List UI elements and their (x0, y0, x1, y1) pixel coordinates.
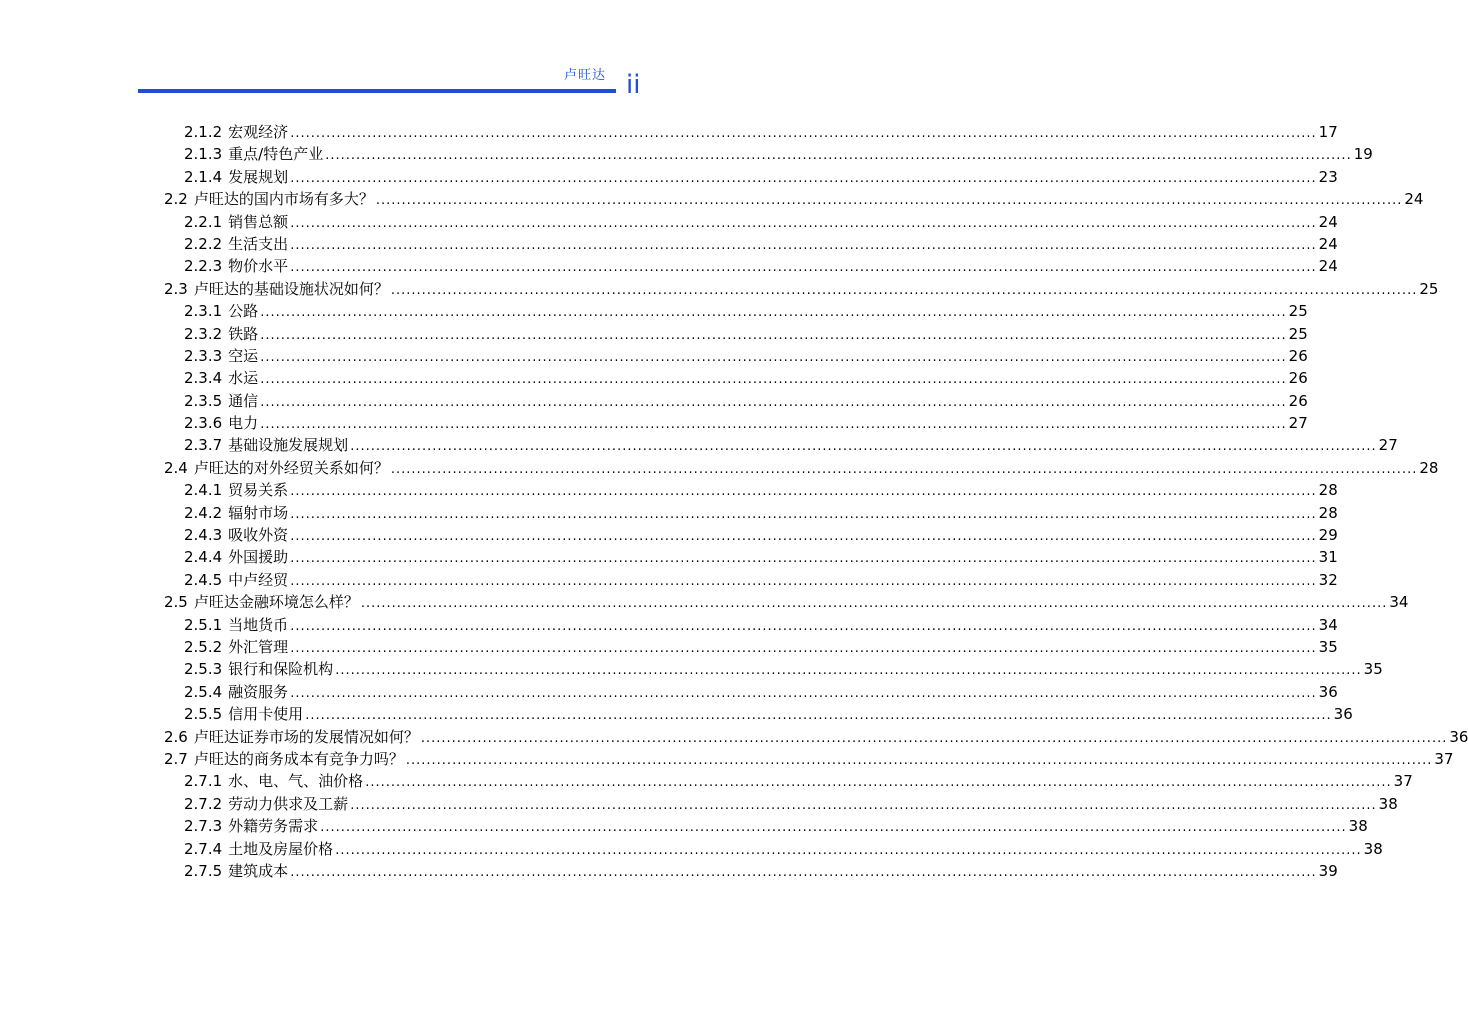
toc-entry-title: 空运 (228, 346, 259, 365)
toc-entry-title: 基础设施发展规划 (228, 436, 349, 455)
toc-entry-title: 外籍劳务需求 (228, 817, 319, 836)
toc-entry[interactable] (164, 748, 1454, 770)
toc-entry-title: 公路 (228, 302, 259, 321)
toc-entry-number: 2.5 (164, 593, 188, 612)
toc-entry-page: 29 (1318, 526, 1338, 545)
toc-dot-leader: ........................................................................................................................................................................................................ (360, 596, 1388, 612)
toc-entry[interactable] (164, 323, 1308, 345)
toc-entry-page: 37 (1393, 772, 1413, 791)
toc-entry[interactable] (164, 278, 1439, 300)
toc-entry-title: 水运 (228, 369, 259, 388)
toc-dot-leader: ........................................................................................................................................................................................................ (325, 148, 1352, 164)
toc-entry-page: 36 (1449, 727, 1468, 746)
toc-entry-page: 17 (1318, 123, 1338, 141)
toc-entry[interactable] (164, 390, 1308, 412)
toc-entry-title: 劳动力供求及工薪 (228, 794, 349, 813)
toc-entry-page: 24 (1404, 190, 1424, 209)
toc-entry-number: 2.4.4 (184, 548, 223, 567)
toc-dot-leader: ........................................................................................................................................................................................................ (290, 685, 1317, 701)
toc-entry-title: 卢旺达的国内市场有多大？ (193, 190, 374, 209)
toc-entry-title: 银行和保险机构 (228, 660, 334, 679)
toc-entry[interactable] (164, 345, 1308, 367)
toc-entry-page: 24 (1318, 234, 1338, 253)
toc-entry[interactable] (164, 502, 1338, 524)
toc-entry-number: 2.5.4 (184, 682, 223, 701)
toc-entry-number: 2.7.1 (184, 772, 223, 791)
toc-dot-leader: ........................................................................................................................................................................................................ (290, 573, 1317, 589)
toc-entry-title: 通信 (228, 391, 259, 410)
toc-dot-leader: ........................................................................................................................................................................................................ (290, 170, 1317, 186)
toc-entry-title: 当地货币 (228, 615, 289, 634)
toc-entry-page: 38 (1378, 794, 1398, 813)
toc-entry[interactable] (164, 636, 1338, 658)
toc-entry-number: 2.4.1 (184, 481, 223, 500)
toc-dot-leader: ........................................................................................................................................................................................................ (365, 775, 1392, 791)
toc-entry-number: 2.1.3 (184, 145, 223, 164)
toc-dot-leader: ........................................................................................................................................................................................................ (290, 215, 1317, 231)
toc-entry-page: 37 (1434, 749, 1454, 768)
toc-dot-leader: ........................................................................................................................................................................................................ (260, 394, 1287, 410)
toc-entry-title: 卢旺达金融环境怎么样？ (193, 593, 359, 612)
toc-entry[interactable] (164, 166, 1338, 188)
toc-entry-page: 25 (1288, 302, 1308, 321)
toc-dot-leader: ........................................................................................................................................................................................................ (390, 461, 1418, 477)
toc-dot-leader: ........................................................................................................................................................................................................ (375, 193, 1403, 209)
toc-dot-leader: ........................................................................................................................................................................................................ (390, 282, 1418, 298)
toc-entry-title: 融资服务 (228, 682, 289, 701)
toc-entry-page: 32 (1318, 570, 1338, 589)
toc-entry-title: 卢旺达的对外经贸关系如何？ (193, 458, 389, 477)
toc-entry[interactable] (164, 658, 1383, 680)
toc-entry-number: 2.6 (164, 727, 188, 746)
toc-entry-number: 2.2.3 (184, 257, 223, 276)
toc-entry-number: 2.4.2 (184, 503, 223, 522)
toc-entry-number: 2.3.5 (184, 391, 223, 410)
toc-entry[interactable] (164, 860, 1338, 882)
toc-entry-number: 2.5.3 (184, 660, 223, 679)
toc-entry-title: 销售总额 (228, 212, 289, 231)
toc-entry-page: 24 (1318, 257, 1338, 276)
toc-dot-leader: ........................................................................................................................................................................................................ (290, 506, 1317, 522)
toc-entry-number: 2.3.3 (184, 346, 223, 365)
toc-entry-title: 卢旺达的商务成本有竞争力吗？ (193, 749, 404, 768)
toc-entry-title: 土地及房屋价格 (228, 839, 334, 858)
toc-entry[interactable] (164, 121, 1338, 143)
toc-entry-page: 36 (1333, 705, 1353, 724)
running-header-title: 卢旺达 (563, 68, 606, 83)
toc-entry-title: 生活支出 (228, 234, 289, 253)
toc-dot-leader: ........................................................................................................................................................................................................ (290, 551, 1317, 567)
toc-entry[interactable] (164, 569, 1338, 591)
toc-entry-number: 2.1.2 (184, 123, 223, 141)
toc-dot-leader: ........................................................................................................................................................................................................ (260, 372, 1287, 388)
toc-entry-number: 2.3.6 (184, 414, 223, 433)
toc-entry-page: 39 (1318, 861, 1338, 880)
toc-entry-title: 信用卡使用 (228, 705, 304, 724)
toc-entry-page: 24 (1318, 212, 1338, 231)
toc-dot-leader: ........................................................................................................................................................................................................ (290, 618, 1317, 634)
toc-entry-page: 34 (1389, 593, 1409, 612)
toc-entry-title: 物价水平 (228, 257, 289, 276)
toc-entry-page: 38 (1348, 817, 1368, 836)
toc-entry-page: 27 (1378, 436, 1398, 455)
toc-entry-page: 36 (1318, 682, 1338, 701)
toc-entry-title: 辐射市场 (228, 503, 289, 522)
toc-entry[interactable] (164, 614, 1338, 636)
toc-dot-leader: ........................................................................................................................................................................................................ (290, 126, 1317, 141)
toc-entry-number: 2.5.5 (184, 705, 223, 724)
toc-entry[interactable] (164, 838, 1383, 860)
toc-dot-leader: ........................................................................................................................................................................................................ (260, 305, 1287, 321)
toc-dot-leader: ........................................................................................................................................................................................................ (405, 752, 1433, 768)
toc-entry-number: 2.5.2 (184, 637, 223, 656)
toc-entry-page: 26 (1288, 391, 1308, 410)
toc-entry-title: 外国援助 (228, 548, 289, 567)
toc-entry-number: 2.5.1 (184, 615, 223, 634)
toc-entry-number: 2.7 (164, 749, 188, 768)
toc-entry-number: 2.2.1 (184, 212, 223, 231)
toc-dot-leader: ........................................................................................................................................................................................................ (290, 529, 1317, 545)
toc-entry-number: 2.3 (164, 279, 188, 298)
toc-dot-leader: ........................................................................................................................................................................................................ (420, 730, 1448, 746)
toc-dot-leader: ........................................................................................................................................................................................................ (290, 484, 1317, 500)
toc-dot-leader: ........................................................................................................................................................................................................ (260, 349, 1287, 365)
toc-dot-leader: ........................................................................................................................................................................................................ (290, 864, 1317, 880)
toc-entry-number: 2.1.4 (184, 167, 223, 186)
toc-dot-leader: ........................................................................................................................................................................................................ (350, 797, 1377, 813)
toc-entry-number: 2.7.4 (184, 839, 223, 858)
toc-entry-title: 发展规划 (228, 167, 289, 186)
toc-entry-title: 水、电、气、油价格 (228, 772, 364, 791)
toc-entry[interactable] (164, 434, 1398, 456)
toc-dot-leader: ........................................................................................................................................................................................................ (335, 842, 1362, 858)
toc-entry[interactable] (164, 143, 1373, 165)
toc-entry[interactable] (164, 211, 1338, 233)
toc-entry-title: 建筑成本 (228, 861, 289, 880)
toc-entry-title: 中卢经贸 (228, 570, 289, 589)
toc-entry[interactable] (164, 300, 1308, 322)
toc-entry-page: 25 (1419, 279, 1439, 298)
toc-entry-number: 2.4.5 (184, 570, 223, 589)
toc-entry[interactable] (164, 524, 1338, 546)
toc-entry-page: 38 (1363, 839, 1383, 858)
toc-entry-page: 23 (1318, 167, 1338, 186)
toc-entry[interactable] (164, 726, 1468, 748)
toc-entry[interactable] (164, 188, 1424, 210)
toc-entry-title: 宏观经济 (228, 123, 289, 141)
toc-entry[interactable] (164, 591, 1409, 613)
toc-entry[interactable] (164, 793, 1398, 815)
toc-dot-leader: ........................................................................................................................................................................................................ (290, 237, 1317, 253)
toc-entry-title: 电力 (228, 414, 259, 433)
toc-entry-page: 26 (1288, 346, 1308, 365)
toc-entry-page: 35 (1363, 660, 1383, 679)
toc-entry-number: 2.7.3 (184, 817, 223, 836)
toc-entry-page: 25 (1288, 324, 1308, 343)
toc-entry-number: 2.3.2 (184, 324, 223, 343)
toc-entry-page: 26 (1288, 369, 1308, 388)
toc-entry-title: 铁路 (228, 324, 259, 343)
toc-entry-number: 2.7.5 (184, 861, 223, 880)
toc-entry[interactable] (164, 479, 1338, 501)
toc-entry[interactable] (164, 255, 1338, 277)
toc-entry-number: 2.2 (164, 190, 188, 209)
toc-entry-page: 28 (1419, 458, 1439, 477)
toc-dot-leader: ........................................................................................................................................................................................................ (260, 417, 1287, 433)
toc-dot-leader: ........................................................................................................................................................................................................ (290, 640, 1317, 656)
toc-entry[interactable] (164, 681, 1338, 703)
toc-entry-page: 35 (1318, 637, 1338, 656)
toc-dot-leader: ........................................................................................................................................................................................................ (350, 439, 1377, 455)
toc-entry-title: 吸收外资 (228, 526, 289, 545)
toc-entry-page: 31 (1318, 548, 1338, 567)
toc-dot-leader: ........................................................................................................................................................................................................ (305, 708, 1332, 724)
toc-entry[interactable] (164, 233, 1338, 255)
toc-entry-number: 2.3.1 (184, 302, 223, 321)
toc-entry-page: 34 (1318, 615, 1338, 634)
toc-entry-title: 卢旺达的基础设施状况如何？ (193, 279, 389, 298)
toc-entry[interactable] (164, 703, 1353, 725)
toc-entry[interactable] (164, 770, 1413, 792)
toc-entry-number: 2.4 (164, 458, 188, 477)
toc-entry-number: 2.4.3 (184, 526, 223, 545)
table-of-contents (164, 121, 1468, 882)
toc-entry-page: 27 (1288, 414, 1308, 433)
toc-dot-leader: ........................................................................................................................................................................................................ (290, 260, 1317, 276)
toc-entry[interactable] (164, 815, 1368, 837)
page-number: ii (626, 70, 641, 100)
toc-entry[interactable] (164, 367, 1308, 389)
toc-entry-number: 2.3.4 (184, 369, 223, 388)
toc-entry-number: 2.7.2 (184, 794, 223, 813)
header-rule (138, 89, 616, 93)
toc-entry[interactable] (164, 457, 1439, 479)
toc-dot-leader: ........................................................................................................................................................................................................ (320, 820, 1347, 836)
toc-entry-title: 重点/特色产业 (228, 145, 324, 164)
toc-entry[interactable] (164, 412, 1308, 434)
toc-entry-title: 卢旺达证券市场的发展情况如何？ (193, 727, 419, 746)
toc-entry-title: 贸易关系 (228, 481, 289, 500)
toc-entry-page: 19 (1353, 145, 1373, 164)
toc-dot-leader: ........................................................................................................................................................................................................ (335, 663, 1362, 679)
toc-entry[interactable] (164, 546, 1338, 568)
toc-entry-title: 外汇管理 (228, 637, 289, 656)
toc-entry-number: 2.3.7 (184, 436, 223, 455)
toc-entry-page: 28 (1318, 481, 1338, 500)
toc-dot-leader: ........................................................................................................................................................................................................ (260, 327, 1287, 343)
toc-entry-page: 28 (1318, 503, 1338, 522)
toc-entry-number: 2.2.2 (184, 234, 223, 253)
